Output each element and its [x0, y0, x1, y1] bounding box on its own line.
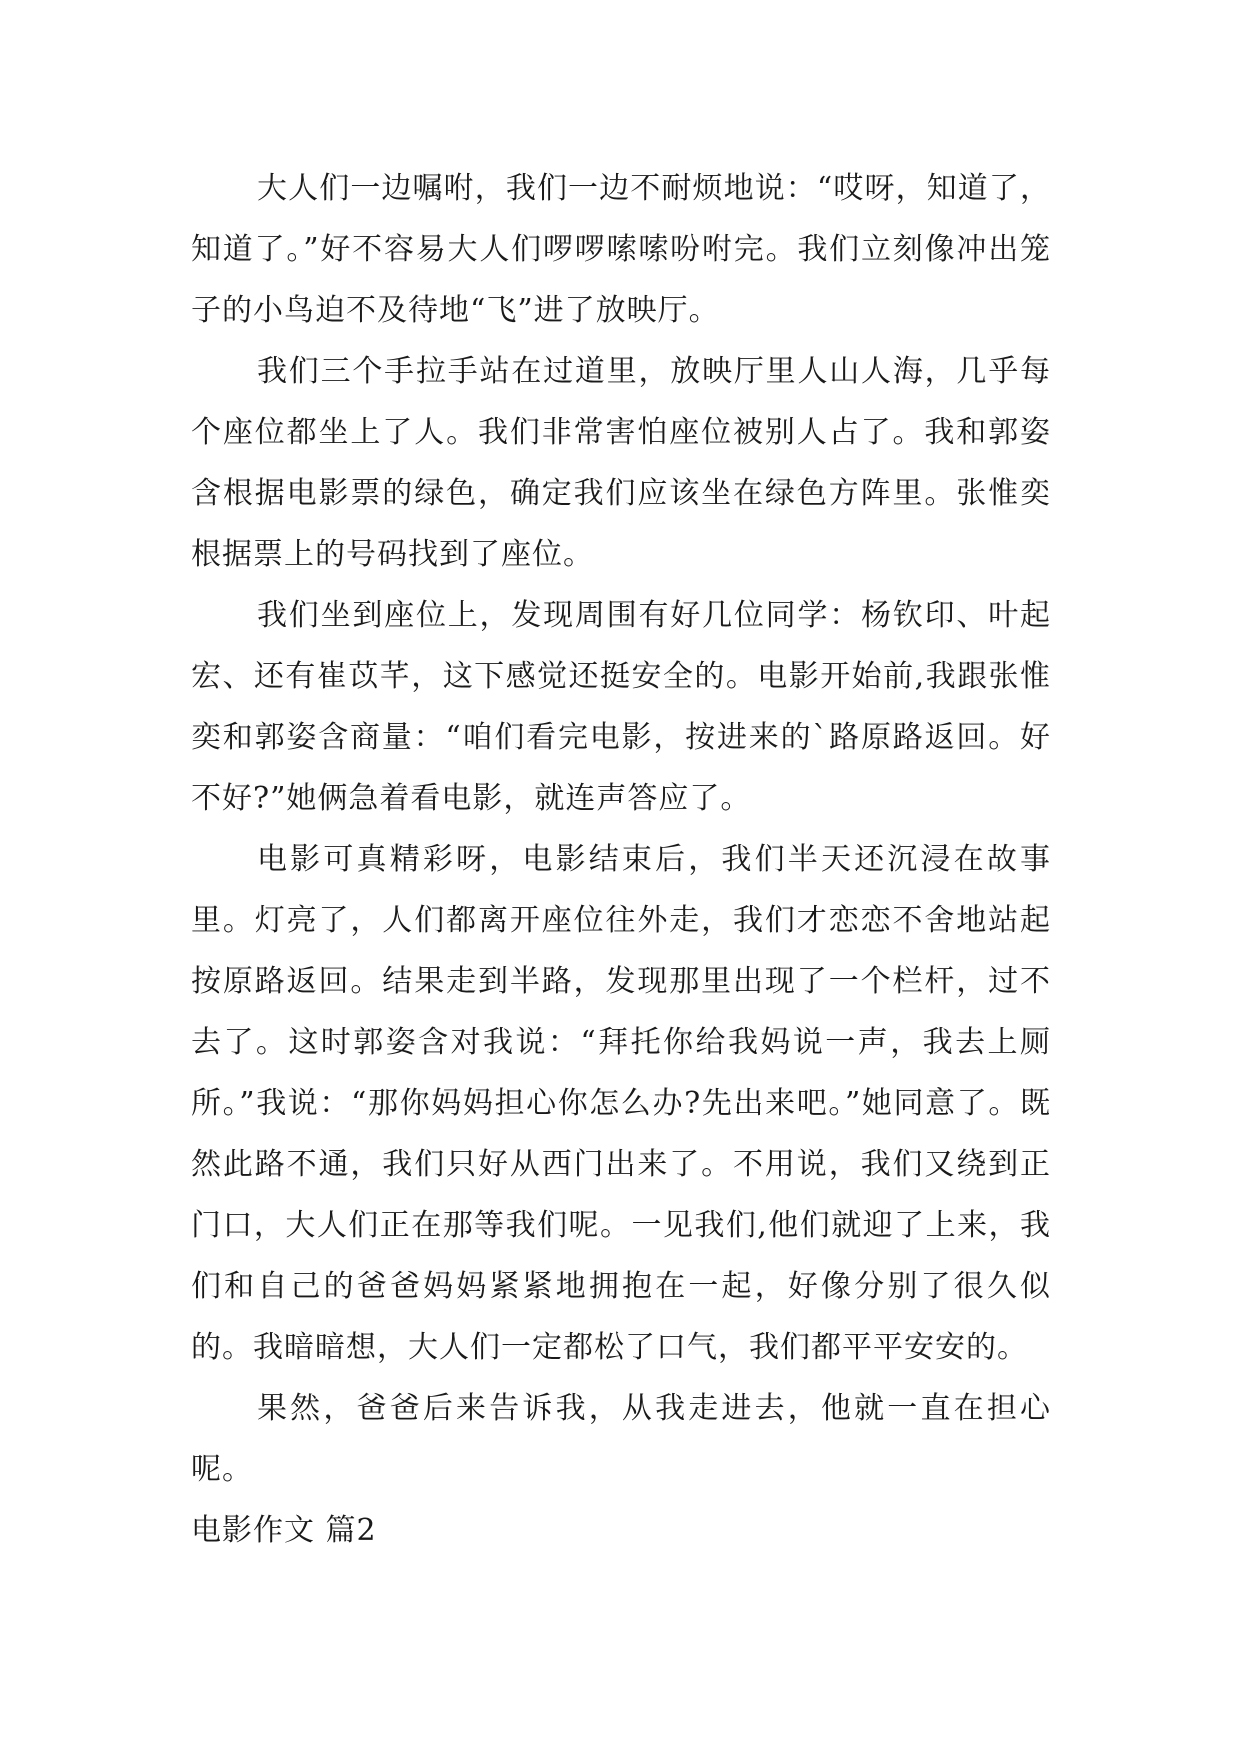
paragraph-3: 我们坐到座位上，发现周围有好几位同学：杨钦印、叶起宏、还有崔苡芊，这下感觉还挺安全的。电影开始前,我跟张惟奕和郭姿含商量：“咱们看完电影，按进来的`路原路返回。好不好?”她俩急着看电影，就连声答应了。: [191, 598, 1051, 816]
paragraph-2: 我们三个手拉手站在过道里，放映厅里人山人海，几乎每个座位都坐上了人。我们非常害怕座位被别人占了。我和郭姿含根据电影票的绿色，确定我们应该坐在绿色方阵里。张惟奕根据票上的号码找到了座位。: [191, 354, 1051, 572]
section-heading: 电影作文 篇2: [191, 1513, 377, 1548]
document-body: [191, 158, 1051, 1561]
paragraph-1: 大人们一边嘱咐，我们一边不耐烦地说：“哎呀，知道了，知道了。”好不容易大人们啰啰嗦嗦吩咐完。我们立刻像冲出笼子的小鸟迫不及待地“飞”进了放映厅。: [191, 171, 1051, 328]
paragraph-5: 果然，爸爸后来告诉我，从我走进去，他就一直在担心呢。: [191, 1391, 1051, 1487]
paragraph-4: 电影可真精彩呀，电影结束后，我们半天还沉浸在故事里。灯亮了，人们都离开座位往外走，我们才恋恋不舍地站起按原路返回。结果走到半路，发现那里出现了一个栏杆，过不去了。这时郭姿含对我说：“拜托你给我妈说一声，我去上厕所。”我说：“那你妈妈担心你怎么办?先出来吧。”她同意了。既然此路不通，我们只好从西门出来了。不用说，我们又绕到正门口，大人们正在那等我们呢。一见我们,他们就迎了上来，我们和自己的爸爸妈妈紧紧地拥抱在一起，好像分别了很久似的。我暗暗想，大人们一定都松了口气，我们都平平安安的。: [191, 842, 1051, 1365]
